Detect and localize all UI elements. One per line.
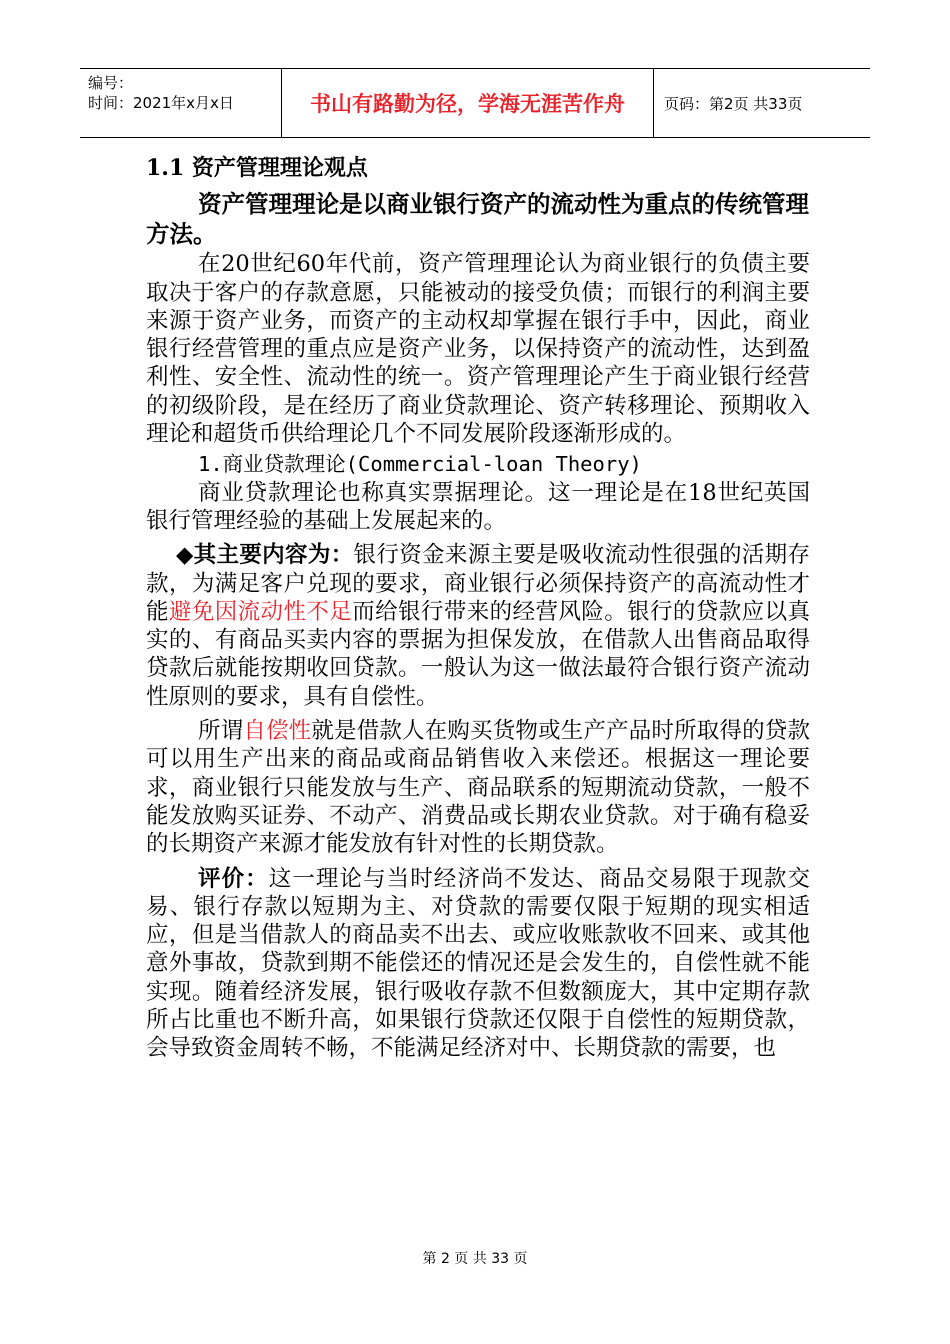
evaluation-label: 评价：: [198, 865, 269, 892]
main-point-highlight: 避免因流动性不足: [168, 598, 353, 625]
self-liquidating-after: 就是借款人在购买货物或生产产品时所取得的贷款可以用生产出来的商品或商品销售收入来偿还。根据这一理论要求，商业银行只能发放与生产、商品联系的短期流动贷款，一般不能发放购买证券、不动产、消费品或长期农业贷款。对于确有稳妥的长期资产来源才能发放有针对性的长期贷款。: [146, 718, 810, 858]
main-point-paragraph: [146, 541, 810, 711]
diamond-bullet-icon: ◆: [176, 542, 194, 569]
paragraph-self-liquidating: [146, 717, 810, 858]
evaluation-paragraph: [146, 865, 810, 1063]
evaluation-text: 这一理论与当时经济尚不发达、商品交易限于现款交易、银行存款以短期为主、对贷款的需要仅限于短期的现实相适应，但是当借款人的商品卖不出去、或应收账款收不回来、或其他意外事故，贷款到期不能偿还的情况还是会发生的，自偿性就不能实现。随着经济发展，银行吸收存款不但数额庞大，其中定期存款所占比重也不断升高，如果银行贷款还仅限于自偿性的短期贷款，会导致资金周转不畅，不能满足经济对中、长期贷款的需要，也: [146, 865, 810, 1062]
self-liquidating-highlight: 自偿性: [243, 718, 312, 745]
subheading-commercial-loan: 1.商业贷款理论(Commercial-loan Theory): [198, 452, 642, 477]
main-point-label: 其主要内容为：: [193, 542, 354, 569]
document-body: [146, 154, 810, 1085]
page-header: [80, 68, 870, 138]
number-label: 编号：: [88, 74, 134, 92]
date-label: 时间：2021年x月x日: [88, 94, 234, 112]
thesis-statement: 资产管理理论是以商业银行资产的流动性为重点的传统管理方法。: [146, 190, 809, 248]
main-point-text-after: 而给银行带来的经营风险。银行的贷款应以真实的、有商品买卖内容的票据为担保发放，在借款人出售商品取得贷款后就能按期收回贷款。一般认为这一做法最符合银行资产流动性原则的要求，具有自偿性。: [146, 598, 810, 710]
header-page-label: 页码：第2页 共33页: [664, 94, 803, 113]
main-point-text-before: 银行资金来源主要是吸收流动性很强的活期存款，为满足客户兑现的要求，商业银行必须保持资产的高流动性才能: [146, 542, 810, 625]
header-meta: [80, 69, 282, 137]
page-footer: 第 2 页 共 33 页: [422, 1251, 528, 1267]
self-liquidating-before: 所谓: [198, 718, 244, 745]
header-motto: 书山有路勤为径，学海无涯苦作舟: [282, 69, 654, 137]
paragraph-history: 在20世纪60年代前，资产管理理论认为商业银行的负债主要取决于客户的存款意愿，只能被动的接受负债；而银行的利润主要来源于资产业务，而资产的主动权却掌握在银行手中，因此，商业银行经营管理的重点应是资产业务，以保持资产的流动性，达到盈利性、安全性、流动性的统一。资产管理理论产生于商业银行经营的初级阶段，是在经历了商业贷款理论、资产转移理论、预期收入理论和超货币供给理论几个不同发展阶段逐渐形成的。: [146, 251, 810, 448]
paragraph-commercial-loan-intro: 商业贷款理论也称真实票据理论。这一理论是在18世纪英国银行管理经验的基础上发展起来的。: [146, 479, 810, 534]
section-heading: 1.1 资产管理理论观点: [146, 155, 368, 181]
